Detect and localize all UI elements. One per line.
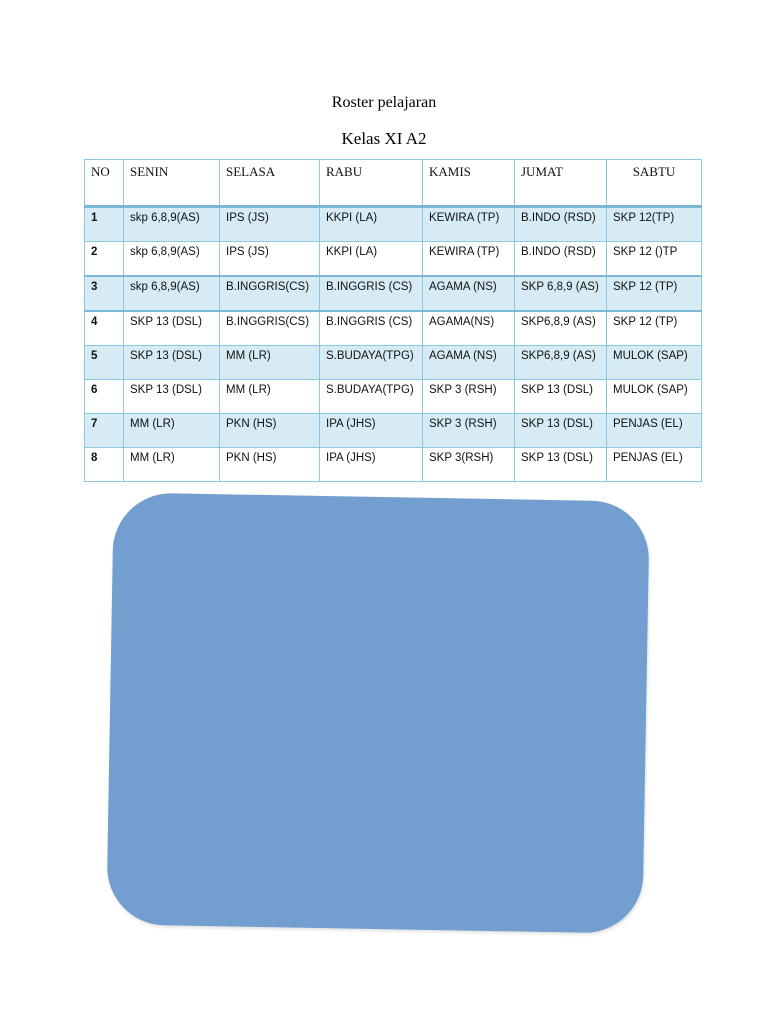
cell: MM (LR)	[220, 380, 320, 414]
roster-table	[84, 159, 702, 482]
cell: B.INGGRIS (CS)	[320, 311, 423, 346]
cell-no: 8	[85, 448, 124, 482]
cell: B.INGGRIS (CS)	[320, 276, 423, 311]
cell: B.INGGRIS(CS)	[220, 276, 320, 311]
cell: IPS (JS)	[220, 242, 320, 277]
cell: SKP 12 ()TP	[607, 242, 702, 277]
cell: AGAMA (NS)	[423, 346, 515, 380]
cell: PENJAS (EL)	[607, 448, 702, 482]
table-header-row	[85, 160, 702, 207]
cell-no: 6	[85, 380, 124, 414]
cell: SKP 12 (TP)	[607, 276, 702, 311]
cell: SKP6,8,9 (AS)	[515, 346, 607, 380]
header-kamis: KAMIS	[423, 160, 515, 207]
cell: AGAMA(NS)	[423, 311, 515, 346]
header-no: NO	[85, 160, 124, 207]
cell: S.BUDAYA(TPG)	[320, 346, 423, 380]
cell-no: 2	[85, 242, 124, 277]
header-selasa: SELASA	[220, 160, 320, 207]
table-row	[85, 242, 702, 277]
cell-no: 3	[85, 276, 124, 311]
table-row	[85, 311, 702, 346]
table-row	[85, 380, 702, 414]
header-senin: SENIN	[124, 160, 220, 207]
cell: skp 6,8,9(AS)	[124, 242, 220, 277]
header-sabtu: SABTU	[607, 160, 702, 207]
cell: MM (LR)	[220, 346, 320, 380]
cell: SKP 13 (DSL)	[124, 311, 220, 346]
cell: KEWIRA (TP)	[423, 207, 515, 242]
cell: IPA (JHS)	[320, 414, 423, 448]
cell: B.INDO (RSD)	[515, 207, 607, 242]
table-row	[85, 414, 702, 448]
cell: PKN (HS)	[220, 448, 320, 482]
cell: SKP 13 (DSL)	[124, 346, 220, 380]
page-subtitle: Kelas XI A2	[341, 129, 427, 148]
cell: SKP 12(TP)	[607, 207, 702, 242]
cell: MM (LR)	[124, 448, 220, 482]
table-row	[85, 448, 702, 482]
cell: SKP 13 (DSL)	[515, 448, 607, 482]
table-row	[85, 276, 702, 311]
cell: SKP 3 (RSH)	[423, 414, 515, 448]
cell: B.INDO (RSD)	[515, 242, 607, 277]
rounded-rectangle-shape	[106, 492, 649, 933]
table-row	[85, 207, 702, 242]
cell: SKP 3 (RSH)	[423, 380, 515, 414]
table-row	[85, 346, 702, 380]
cell: SKP 13 (DSL)	[124, 380, 220, 414]
cell: IPA (JHS)	[320, 448, 423, 482]
page-title: Roster pelajaran	[331, 94, 437, 111]
cell: SKP 3(RSH)	[423, 448, 515, 482]
header-rabu: RABU	[320, 160, 423, 207]
cell-no: 4	[85, 311, 124, 346]
cell: SKP 6,8,9 (AS)	[515, 276, 607, 311]
cell: B.INGGRIS(CS)	[220, 311, 320, 346]
cell: KKPI (LA)	[320, 207, 423, 242]
cell: PENJAS (EL)	[607, 414, 702, 448]
cell: SKP 12 (TP)	[607, 311, 702, 346]
cell-no: 5	[85, 346, 124, 380]
cell: KKPI (LA)	[320, 242, 423, 277]
cell: MULOK (SAP)	[607, 346, 702, 380]
cell: KEWIRA (TP)	[423, 242, 515, 277]
cell-no: 7	[85, 414, 124, 448]
cell: SKP 13 (DSL)	[515, 414, 607, 448]
cell-no: 1	[85, 207, 124, 242]
header-jumat: JUMAT	[515, 160, 607, 207]
cell: skp 6,8,9(AS)	[124, 276, 220, 311]
cell: SKP 13 (DSL)	[515, 380, 607, 414]
cell: skp 6,8,9(AS)	[124, 207, 220, 242]
cell: IPS (JS)	[220, 207, 320, 242]
cell: AGAMA (NS)	[423, 276, 515, 311]
cell: S.BUDAYA(TPG)	[320, 380, 423, 414]
cell: MULOK (SAP)	[607, 380, 702, 414]
cell: SKP6,8,9 (AS)	[515, 311, 607, 346]
cell: MM (LR)	[124, 414, 220, 448]
cell: PKN (HS)	[220, 414, 320, 448]
